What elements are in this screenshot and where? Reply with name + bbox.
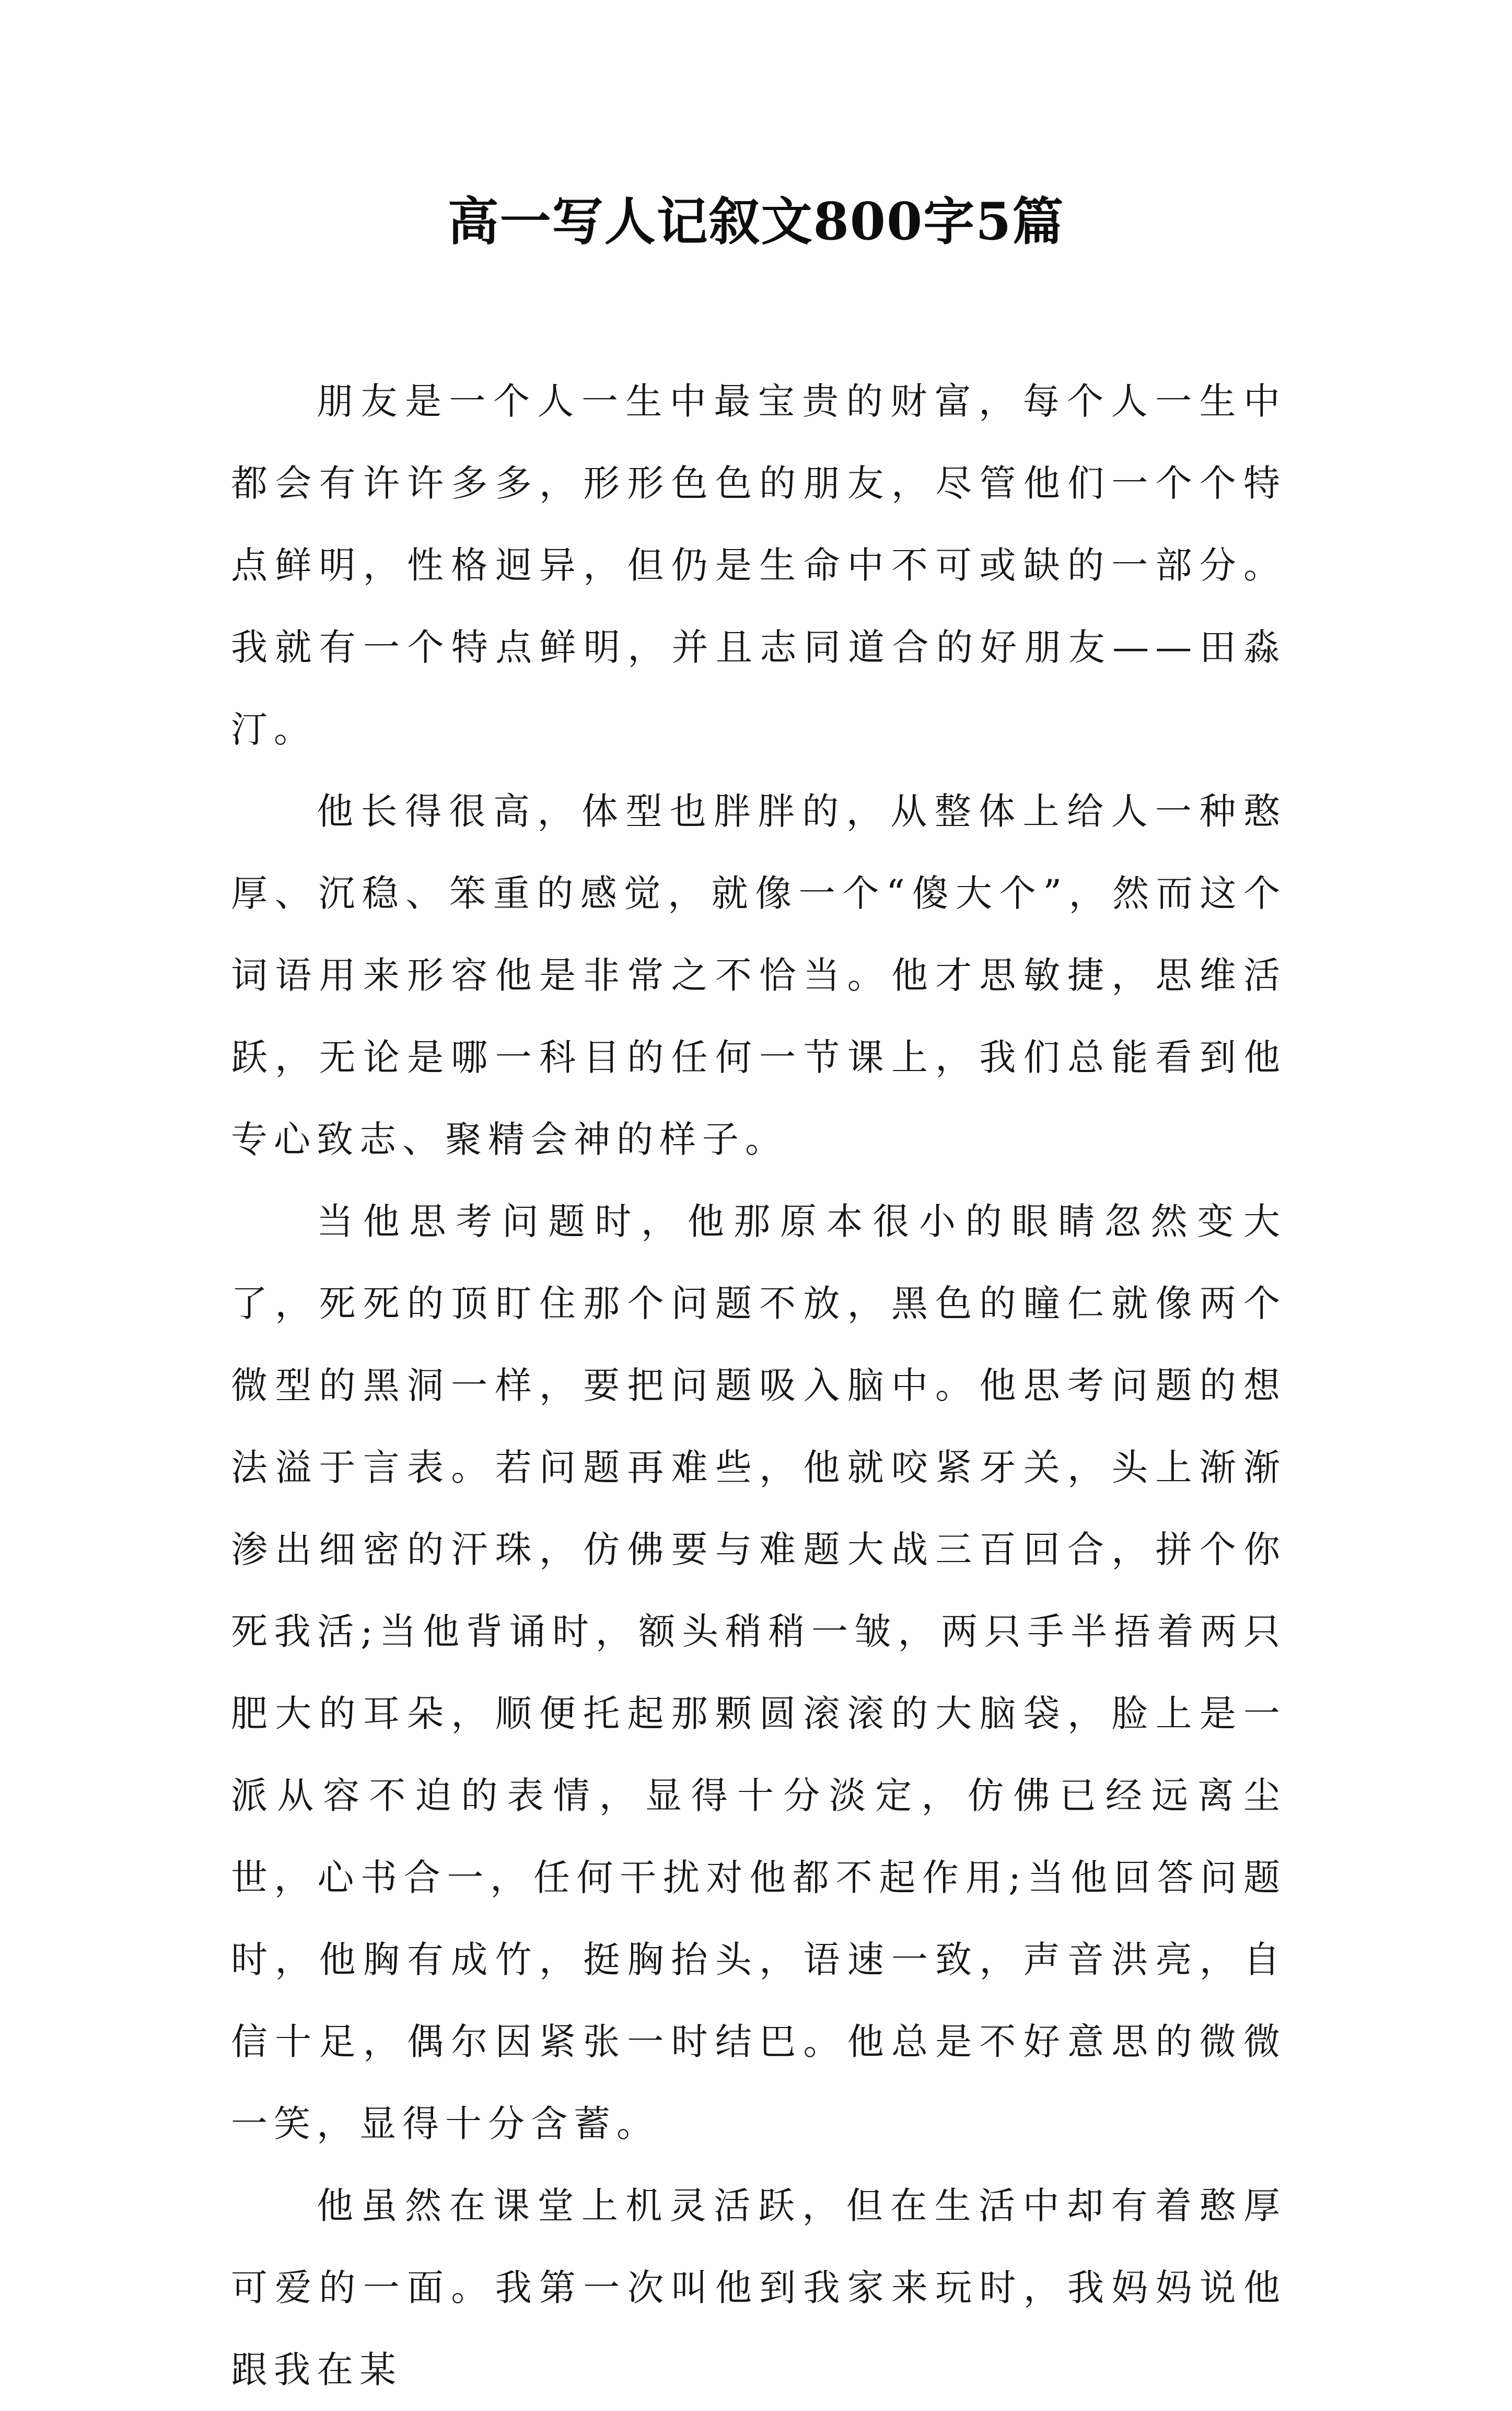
document-title: 高一写人记叙文800字5篇 bbox=[447, 192, 1065, 252]
document-body bbox=[231, 360, 1286, 2411]
paragraph-1: 朋友是一个人一生中最宝贵的财富，每个人一生中都会有许许多多，形形色色的朋友，尽管他们一个个特点鲜明，性格迥异，但仍是生命中不可或缺的一部分。我就有一个特点鲜明，并且志同道合的好朋友——田淼汀。 bbox=[231, 380, 1286, 751]
paragraph-3: 当他思考问题时，他那原本很小的眼睛忽然变大了，死死的顶盯住那个问题不放，黑色的瞳仁就像两个微型的黑洞一样，要把问题吸入脑中。他思考问题的想法溢于言表。若问题再难些，他就咬紧牙关，头上渐渐渗出细密的汗珠，仿佛要与难题大战三百回合，拼个你死我活;当他背诵时，额头稍稍一皱，两只手半捂着两只肥大的耳朵，顺便托起那颗圆滚滚的大脑袋，脸上是一派从容不迫的表情，显得十分淡定，仿佛已经远离尘世，心书合一，任何干扰对他都不起作用;当他回答问题时，他胸有成竹，挺胸抬头，语速一致，声音洪亮，自信十足，偶尔因紧张一时结巴。他总是不好意思的微微一笑，显得十分含蓄。 bbox=[231, 1200, 1286, 2145]
paragraph-4: 他虽然在课堂上机灵活跃，但在生活中却有着憨厚可爱的一面。我第一次叫他到我家来玩时，我妈妈说他跟我在某 bbox=[231, 2184, 1286, 2391]
paragraph-2: 他长得很高，体型也胖胖的，从整体上给人一种憨厚、沉稳、笨重的感觉，就像一个“傻大个”，然而这个词语用来形容他是非常之不恰当。他才思敏捷，思维活跃，无论是哪一科目的任何一节课上，我们总能看到他专心致志、聚精会神的样子。 bbox=[231, 790, 1286, 1161]
